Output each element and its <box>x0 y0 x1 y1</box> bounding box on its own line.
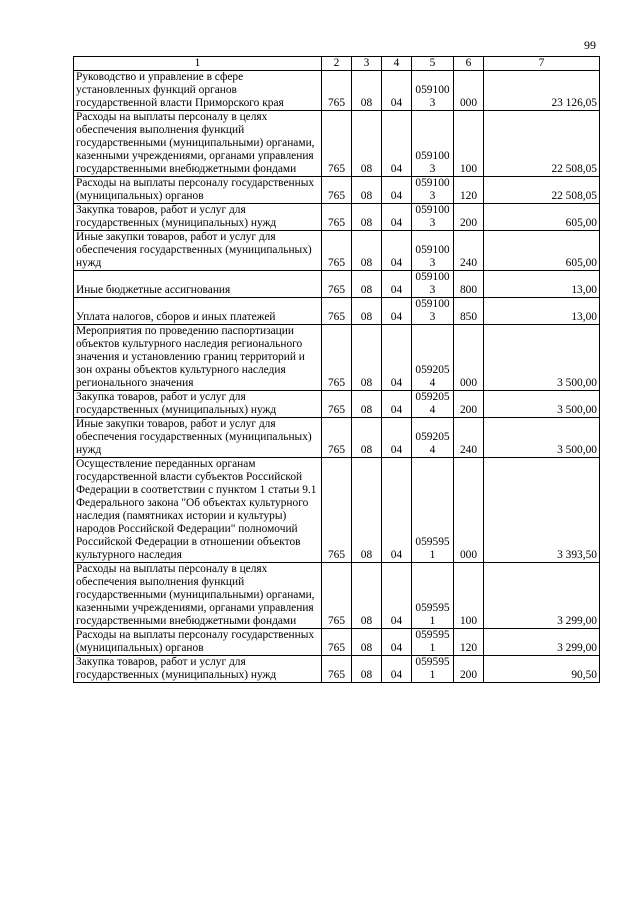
header-row <box>74 57 600 71</box>
expense-type-cell: 000 <box>454 71 484 111</box>
table-row <box>74 177 600 204</box>
expense-type-cell: 000 <box>454 325 484 391</box>
amount-cell: 3 393,50 <box>484 458 600 563</box>
amount-cell: 3 500,00 <box>484 325 600 391</box>
admin-code-cell: 765 <box>322 298 352 325</box>
table-row <box>74 418 600 458</box>
admin-code-cell: 765 <box>322 177 352 204</box>
table-row <box>74 391 600 418</box>
amount-cell: 13,00 <box>484 271 600 298</box>
target-article-cell: 0591003 <box>412 71 454 111</box>
row-name-cell: Иные закупки товаров, работ и услуг для обеспечения государственных (муниципальных) нужд <box>74 231 322 271</box>
header-cell: 1 <box>74 57 322 71</box>
amount-cell: 3 500,00 <box>484 418 600 458</box>
header-cell: 2 <box>322 57 352 71</box>
section-cell: 08 <box>352 563 382 629</box>
amount-cell: 23 126,05 <box>484 71 600 111</box>
table-row <box>74 563 600 629</box>
section-cell: 08 <box>352 204 382 231</box>
section-cell: 08 <box>352 298 382 325</box>
table-row <box>74 656 600 683</box>
row-name-cell: Мероприятия по проведению паспортизации объектов культурного наследия регионального значения и установлению границ территорий и зон охраны объектов культурного наследия регионального значения <box>74 325 322 391</box>
admin-code-cell: 765 <box>322 629 352 656</box>
expense-type-cell: 120 <box>454 629 484 656</box>
amount-cell: 90,50 <box>484 656 600 683</box>
row-name-cell: Закупка товаров, работ и услуг для государственных (муниципальных) нужд <box>74 656 322 683</box>
expense-type-cell: 200 <box>454 656 484 683</box>
subsection-cell: 04 <box>382 204 412 231</box>
admin-code-cell: 765 <box>322 204 352 231</box>
table-row <box>74 298 600 325</box>
target-article-cell: 0595951 <box>412 458 454 563</box>
row-name-cell: Закупка товаров, работ и услуг для государственных (муниципальных) нужд <box>74 391 322 418</box>
header-cell: 6 <box>454 57 484 71</box>
expense-type-cell: 100 <box>454 111 484 177</box>
expense-type-cell: 240 <box>454 418 484 458</box>
section-cell: 08 <box>352 391 382 418</box>
target-article-cell: 0592054 <box>412 325 454 391</box>
table-row <box>74 271 600 298</box>
amount-cell: 22 508,05 <box>484 177 600 204</box>
table-row <box>74 458 600 563</box>
subsection-cell: 04 <box>382 177 412 204</box>
target-article-cell: 0591003 <box>412 204 454 231</box>
row-name-cell: Иные закупки товаров, работ и услуг для обеспечения государственных (муниципальных) нужд <box>74 418 322 458</box>
subsection-cell: 04 <box>382 656 412 683</box>
subsection-cell: 04 <box>382 325 412 391</box>
table-row <box>74 111 600 177</box>
section-cell: 08 <box>352 231 382 271</box>
expense-type-cell: 120 <box>454 177 484 204</box>
header-cell: 4 <box>382 57 412 71</box>
amount-cell: 3 299,00 <box>484 629 600 656</box>
target-article-cell: 0595951 <box>412 656 454 683</box>
admin-code-cell: 765 <box>322 391 352 418</box>
section-cell: 08 <box>352 458 382 563</box>
table-row <box>74 629 600 656</box>
admin-code-cell: 765 <box>322 656 352 683</box>
admin-code-cell: 765 <box>322 325 352 391</box>
target-article-cell: 0595951 <box>412 629 454 656</box>
admin-code-cell: 765 <box>322 418 352 458</box>
row-name-cell: Расходы на выплаты персоналу государственных (муниципальных) органов <box>74 629 322 656</box>
table-row <box>74 231 600 271</box>
expense-type-cell: 800 <box>454 271 484 298</box>
row-name-cell: Расходы на выплаты персоналу в целях обеспечения выполнения функций государственными (муниципальными) органами, казенными учреждениями, органами управления государственными внебюджетными фондами <box>74 563 322 629</box>
subsection-cell: 04 <box>382 111 412 177</box>
subsection-cell: 04 <box>382 391 412 418</box>
section-cell: 08 <box>352 629 382 656</box>
section-cell: 08 <box>352 111 382 177</box>
target-article-cell: 0591003 <box>412 111 454 177</box>
target-article-cell: 0591003 <box>412 271 454 298</box>
expense-type-cell: 200 <box>454 391 484 418</box>
amount-cell: 3 299,00 <box>484 563 600 629</box>
table-body <box>74 71 600 683</box>
table-row <box>74 204 600 231</box>
header-cell: 7 <box>484 57 600 71</box>
subsection-cell: 04 <box>382 71 412 111</box>
section-cell: 08 <box>352 325 382 391</box>
expense-type-cell: 240 <box>454 231 484 271</box>
header-cell: 5 <box>412 57 454 71</box>
target-article-cell: 0595951 <box>412 563 454 629</box>
target-article-cell: 0592054 <box>412 418 454 458</box>
expense-type-cell: 850 <box>454 298 484 325</box>
subsection-cell: 04 <box>382 458 412 563</box>
page-number: 99 <box>584 38 596 52</box>
section-cell: 08 <box>352 71 382 111</box>
subsection-cell: 04 <box>382 231 412 271</box>
table-row <box>74 71 600 111</box>
expense-type-cell: 100 <box>454 563 484 629</box>
section-cell: 08 <box>352 271 382 298</box>
amount-cell: 605,00 <box>484 231 600 271</box>
row-name-cell: Расходы на выплаты персоналу государственных (муниципальных) органов <box>74 177 322 204</box>
row-name-cell: Закупка товаров, работ и услуг для государственных (муниципальных) нужд <box>74 204 322 231</box>
amount-cell: 13,00 <box>484 298 600 325</box>
admin-code-cell: 765 <box>322 563 352 629</box>
amount-cell: 3 500,00 <box>484 391 600 418</box>
section-cell: 08 <box>352 656 382 683</box>
table-row <box>74 325 600 391</box>
admin-code-cell: 765 <box>322 111 352 177</box>
expense-type-cell: 000 <box>454 458 484 563</box>
row-name-cell: Расходы на выплаты персоналу в целях обеспечения выполнения функций государственными (муниципальными) органами, казенными учреждениями, органами управления государственными внебюджетными фондами <box>74 111 322 177</box>
target-article-cell: 0591003 <box>412 177 454 204</box>
target-article-cell: 0591003 <box>412 298 454 325</box>
budget-table <box>73 56 600 683</box>
admin-code-cell: 765 <box>322 271 352 298</box>
row-name-cell: Уплата налогов, сборов и иных платежей <box>74 298 322 325</box>
subsection-cell: 04 <box>382 418 412 458</box>
row-name-cell: Руководство и управление в сфере установленных функций органов государственной власти Приморского края <box>74 71 322 111</box>
admin-code-cell: 765 <box>322 231 352 271</box>
section-cell: 08 <box>352 418 382 458</box>
target-article-cell: 0591003 <box>412 231 454 271</box>
row-name-cell: Иные бюджетные ассигнования <box>74 271 322 298</box>
amount-cell: 605,00 <box>484 204 600 231</box>
admin-code-cell: 765 <box>322 71 352 111</box>
subsection-cell: 04 <box>382 629 412 656</box>
subsection-cell: 04 <box>382 563 412 629</box>
section-cell: 08 <box>352 177 382 204</box>
expense-type-cell: 200 <box>454 204 484 231</box>
target-article-cell: 0592054 <box>412 391 454 418</box>
subsection-cell: 04 <box>382 271 412 298</box>
amount-cell: 22 508,05 <box>484 111 600 177</box>
header-cell: 3 <box>352 57 382 71</box>
subsection-cell: 04 <box>382 298 412 325</box>
admin-code-cell: 765 <box>322 458 352 563</box>
row-name-cell: Осуществление переданных органам государственной власти субъектов Российской Федерации в соответствии с пунктом 1 статьи 9.1 Федерального закона "Об объектах культурного наследия (памятниках истории и культуры) народов Российской Федерации" полномочий Российской Федерации в отношении объектов культурного наследия <box>74 458 322 563</box>
